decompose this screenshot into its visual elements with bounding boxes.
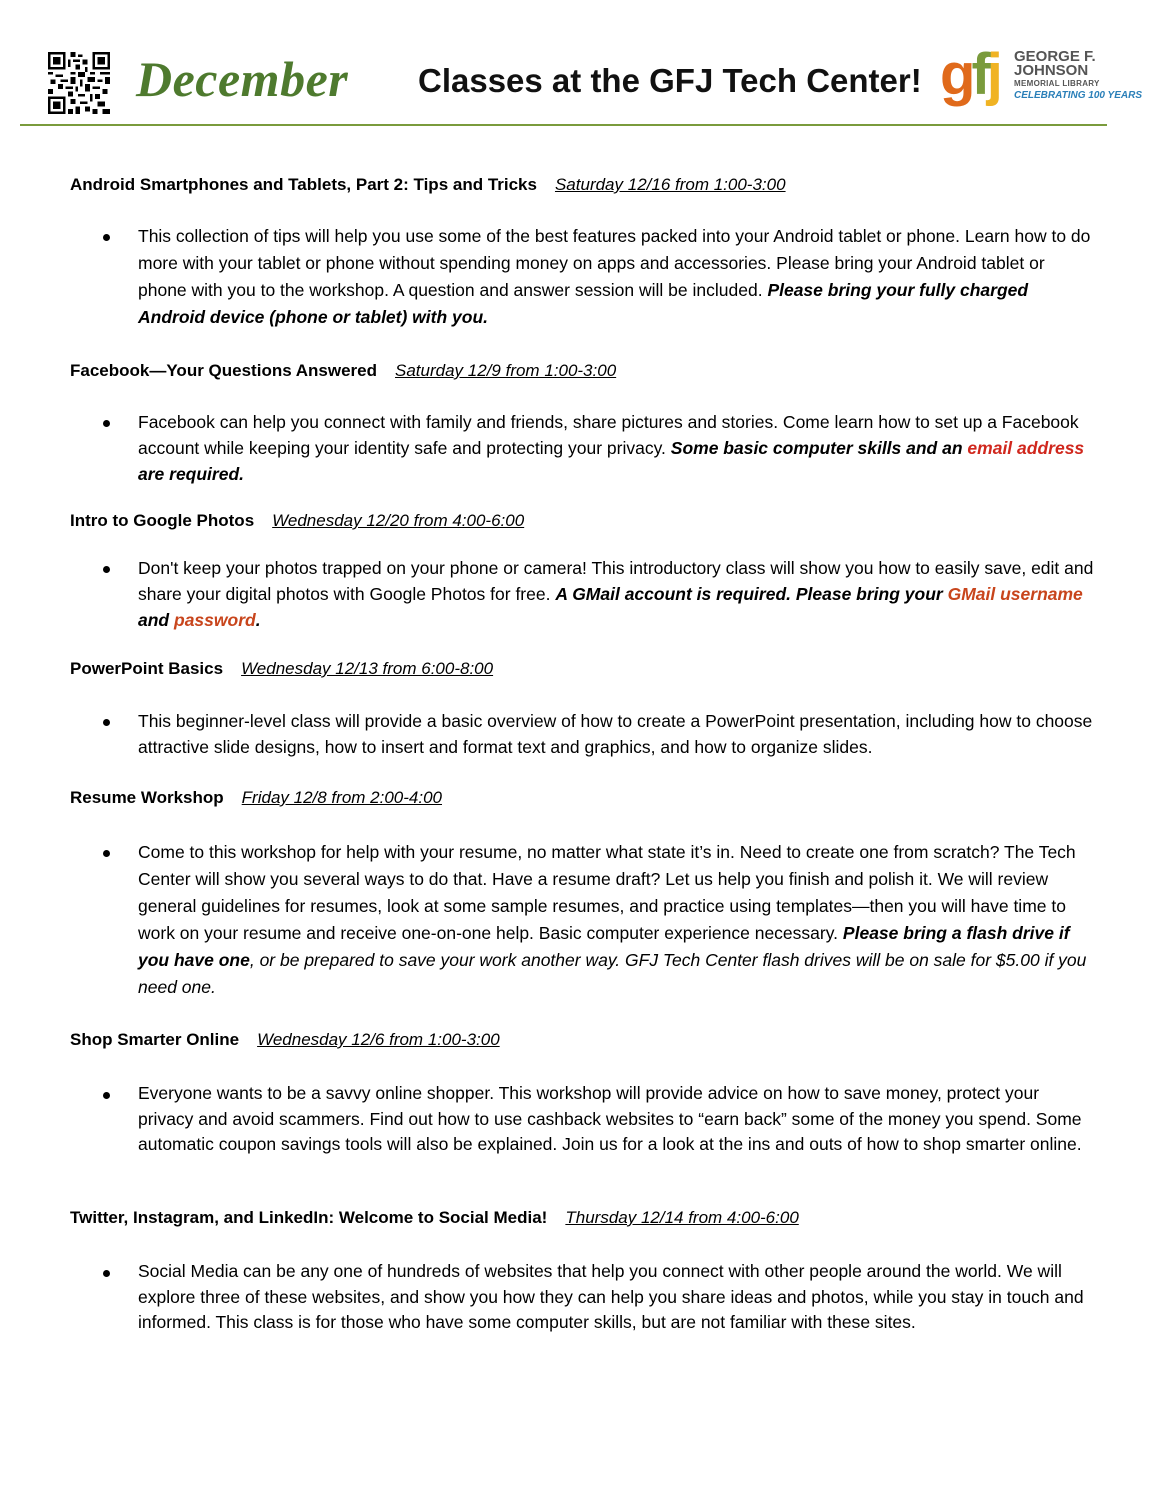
- class-title: Resume Workshop: [70, 788, 224, 807]
- class-section: [70, 174, 1110, 331]
- class-title: Android Smartphones and Tablets, Part 2: Tips and Tricks: [70, 175, 537, 194]
- qr-code-icon: [48, 52, 110, 114]
- class-title: Intro to Google Photos: [70, 511, 255, 530]
- class-description: [70, 223, 1098, 331]
- class-heading: [70, 658, 1110, 680]
- class-description: [70, 1081, 1098, 1158]
- bullet-icon: [103, 234, 110, 241]
- class-title: Shop Smarter Online: [70, 1030, 240, 1049]
- class-section: [70, 510, 1110, 633]
- class-section: [70, 658, 1110, 760]
- emphasis-period: .: [255, 610, 261, 630]
- password-requirement: password: [174, 610, 256, 630]
- description-emphasis: A GMail account is required. Please bring your: [555, 584, 943, 604]
- class-description: [70, 708, 1098, 760]
- description-emphasis-end: are required.: [138, 464, 245, 484]
- bullet-icon: [103, 850, 110, 857]
- logo-name-line2: JOHNSON: [1014, 62, 1089, 79]
- class-schedule: Wednesday 12/13 from 6:00-8:00: [241, 659, 494, 678]
- class-heading: [70, 510, 1110, 532]
- class-title: Twitter, Instagram, and LinkedIn: Welcome to Social Media!: [70, 1208, 548, 1227]
- description-text: Everyone wants to be a savvy online shopper. This workshop will provide advice on how to save money, protect your privacy and avoid scammers. Find out how to use cashback websites to “earn back” some of the money you spend. Some automatic coupon savings tools will also be explained. Join us for a look at the ins and outs of how to shop smarter online.: [138, 1083, 1082, 1154]
- class-schedule: Friday 12/8 from 2:00-4:00: [241, 788, 442, 807]
- class-description: [70, 839, 1098, 1001]
- page-header: [0, 0, 1154, 130]
- bullet-icon: [103, 566, 110, 573]
- class-title: PowerPoint Basics: [70, 659, 224, 678]
- class-description: [70, 409, 1098, 487]
- bullet-icon: [103, 1270, 110, 1277]
- class-section: [70, 1029, 1110, 1158]
- description-text: Facebook can help you connect with family and friends, share pictures and stories. Come learn how to set up a Facebook account while keeping your identity safe and protecting your privacy.: [138, 412, 1079, 458]
- class-heading: [70, 1207, 1110, 1229]
- emphasis-conjunction: and: [138, 610, 170, 630]
- gmail-username-requirement: GMail username: [947, 584, 1083, 604]
- logo-mark: gfj: [940, 42, 999, 107]
- description-text: Come to this workshop for help with your resume, no matter what state it’s in. Need to create one from scratch? The Tech Center will show you several ways to do that. Have a resume draft? Let us help you finish and polish it. We will review general guidelines for resumes, look at some sample resumes, and practice using templates—then you will have time to work on your resume and receive one-on-one help. Basic computer experience necessary.: [138, 842, 1076, 943]
- class-title: Facebook—Your Questions Answered: [70, 361, 378, 380]
- description-emphasis: Please bring your fully charged Android device (phone or tablet) with you.: [138, 280, 1029, 327]
- class-schedule: Saturday 12/9 from 1:00-3:00: [395, 361, 617, 380]
- description-emphasis: Please bring a flash drive if you have one: [138, 923, 1070, 970]
- class-description: [70, 1259, 1098, 1336]
- class-heading: [70, 787, 1110, 809]
- email-requirement: email address: [967, 438, 1085, 458]
- class-heading: [70, 360, 1110, 382]
- library-logo: [940, 42, 1142, 116]
- description-emphasis: Some basic computer skills and an: [670, 438, 963, 458]
- logo-celebrating: CELEBRATING 100 YEARS: [1014, 90, 1142, 101]
- class-schedule: Thursday 12/14 from 4:00-6:00: [565, 1208, 799, 1227]
- header-divider: [20, 124, 1107, 126]
- class-schedule: Wednesday 12/6 from 1:00-3:00: [257, 1030, 500, 1049]
- class-schedule: Wednesday 12/20 from 4:00-6:00: [272, 511, 525, 530]
- page-title: Classes at the GFJ Tech Center!: [418, 62, 922, 99]
- class-description: [70, 555, 1098, 633]
- flash-drive-sale-note: GFJ Tech Center flash drives will be on sale for $5.00 if you need one.: [138, 950, 1087, 997]
- description-italic: , or be prepared to save your work another way.: [249, 950, 621, 970]
- class-section: [70, 1207, 1110, 1336]
- bullet-icon: [103, 1092, 110, 1099]
- class-heading: [70, 174, 1110, 196]
- class-section: [70, 360, 1110, 487]
- logo-name: [1014, 50, 1096, 78]
- title-month: December: [136, 51, 349, 107]
- logo-subtitle: MEMORIAL LIBRARY: [1014, 79, 1100, 88]
- bullet-icon: [103, 420, 110, 427]
- bullet-icon: [103, 719, 110, 726]
- description-text: Don't keep your photos trapped on your phone or camera! This introductory class will show you how to easily save, edit and share your digital photos with Google Photos for free.: [138, 558, 1094, 604]
- description-text: This collection of tips will help you use some of the best features packed into your Android tablet or phone. Learn how to do more with your tablet or phone without spending money on apps and accessories. Please bring your Android tablet or phone with you to the workshop. A question and answer session will be included.: [138, 226, 1091, 300]
- class-schedule: Saturday 12/16 from 1:00-3:00: [554, 175, 786, 194]
- description-text: This beginner-level class will provide a basic overview of how to create a PowerPoint presentation, including how to choose attractive slide designs, how to insert and format text and graphics, and how to organize slides.: [138, 711, 1093, 757]
- class-section: [70, 787, 1110, 1001]
- logo-name-line1: GEORGE F.: [1014, 48, 1096, 65]
- class-heading: [70, 1029, 1110, 1051]
- description-text: Social Media can be any one of hundreds of websites that help you connect with other people around the world. We will explore three of these websites, and show you how they can help you share ideas and photos, while you stay in touch and informed. This class is for those who have some computer skills, but are not familiar with these sites.: [138, 1261, 1084, 1332]
